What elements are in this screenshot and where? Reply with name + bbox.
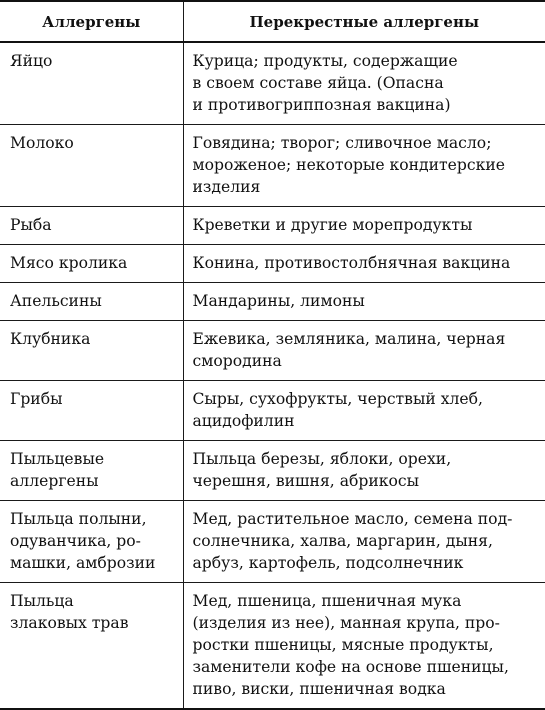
- allergen-text-line: одуванчика, ро-: [10, 532, 141, 550]
- cross-allergen-text-line: в своем составе яйца. (Опасна: [192, 74, 444, 92]
- allergen-cell: [0, 321, 183, 381]
- allergen-text-line: Апельсины: [10, 292, 102, 310]
- cross-allergen-text-line: Курица; продукты, содержащие: [192, 52, 458, 70]
- table-row: [0, 321, 545, 381]
- cross-allergen-cell: [183, 245, 545, 283]
- cross-allergen-text-line: (изделия из нее), манная крупа, про-: [192, 614, 500, 632]
- cross-allergen-text-line: мороженое; некоторые кондитерские: [192, 156, 505, 174]
- cross-allergen-text-line: солнечника, халва, маргарин, дыня,: [192, 532, 493, 550]
- cross-allergen-text-line: Ежевика, земляника, малина, черная: [192, 330, 506, 348]
- cross-allergen-cell: [183, 321, 545, 381]
- table-header-row: [0, 1, 545, 42]
- cross-allergen-cell: [183, 441, 545, 501]
- allergen-cell: [0, 125, 183, 207]
- cross-allergen-text-line: ацидофилин: [192, 412, 295, 430]
- cross-allergen-text-line: Пыльца березы, яблоки, орехи,: [192, 450, 452, 468]
- cross-allergen-text-line: Сыры, сухофрукты, черствый хлеб,: [192, 390, 483, 408]
- allergen-cell: [0, 501, 183, 583]
- cross-allergen-cell: [183, 501, 545, 583]
- allergen-cell: [0, 245, 183, 283]
- cross-allergen-text-line: изделия: [192, 178, 261, 196]
- allergen-text-line: Клубника: [10, 330, 91, 348]
- allergen-cell: [0, 207, 183, 245]
- allergen-text-line: Грибы: [10, 390, 63, 408]
- cross-allergen-text-line: Говядина; творог; сливочное масло;: [192, 134, 492, 152]
- cross-allergen-text-line: смородина: [192, 352, 282, 370]
- allergen-cell: [0, 441, 183, 501]
- cross-allergen-cell: [183, 381, 545, 441]
- allergen-text-line: аллергены: [10, 472, 99, 490]
- allergen-cell: [0, 42, 183, 125]
- table-row: [0, 441, 545, 501]
- table-body: [0, 42, 545, 709]
- allergen-cell: [0, 381, 183, 441]
- cross-allergen-text-line: арбуз, картофель, подсолнечник: [192, 554, 464, 572]
- allergen-text-line: Пыльца полыни,: [10, 510, 147, 528]
- allergen-text-line: Яйцо: [10, 52, 53, 70]
- table-row: [0, 283, 545, 321]
- cross-allergen-cell: [183, 207, 545, 245]
- allergen-text-line: Пыльца: [10, 592, 74, 610]
- cross-allergen-text-line: Конина, противостолбнячная вакцина: [192, 254, 511, 272]
- cross-allergen-text-line: Мандарины, лимоны: [192, 292, 365, 310]
- cross-allergen-text-line: Мед, растительное масло, семена под-: [192, 510, 513, 528]
- cross-allergen-text-line: Креветки и другие морепродукты: [192, 216, 473, 234]
- cross-allergen-text-line: и противогриппозная вакцина): [192, 96, 451, 114]
- table-row: [0, 501, 545, 583]
- cross-allergen-text-line: ростки пшеницы, мясные продукты,: [192, 636, 494, 654]
- allergen-cell: [0, 283, 183, 321]
- cross-allergen-cell: [183, 125, 545, 207]
- allergen-text-line: Мясо кролика: [10, 254, 128, 272]
- cross-allergen-text-line: Мед, пшеница, пшеничная мука: [192, 592, 462, 610]
- header-cross-allergens: Перекрестные аллергены: [183, 1, 545, 42]
- allergen-text-line: Рыба: [10, 216, 52, 234]
- allergen-text-line: Молоко: [10, 134, 74, 152]
- cross-allergen-text-line: заменители кофе на основе пшеницы,: [192, 658, 509, 676]
- allergen-cell: [0, 583, 183, 710]
- header-allergens: Аллергены: [0, 1, 183, 42]
- table-row: [0, 381, 545, 441]
- table-row: [0, 245, 545, 283]
- cross-allergen-cell: [183, 283, 545, 321]
- cross-allergen-cell: [183, 583, 545, 710]
- cross-allergen-text-line: пиво, виски, пшеничная водка: [192, 680, 446, 698]
- allergen-text-line: злаковых трав: [10, 614, 129, 632]
- cross-allergen-text-line: черешня, вишня, абрикосы: [192, 472, 420, 490]
- table-row: [0, 42, 545, 125]
- allergen-text-line: машки, амброзии: [10, 554, 156, 572]
- table-row: [0, 125, 545, 207]
- cross-allergen-cell: [183, 42, 545, 125]
- allergen-text-line: Пыльцевые: [10, 450, 105, 468]
- table-row: [0, 207, 545, 245]
- table-row: [0, 583, 545, 710]
